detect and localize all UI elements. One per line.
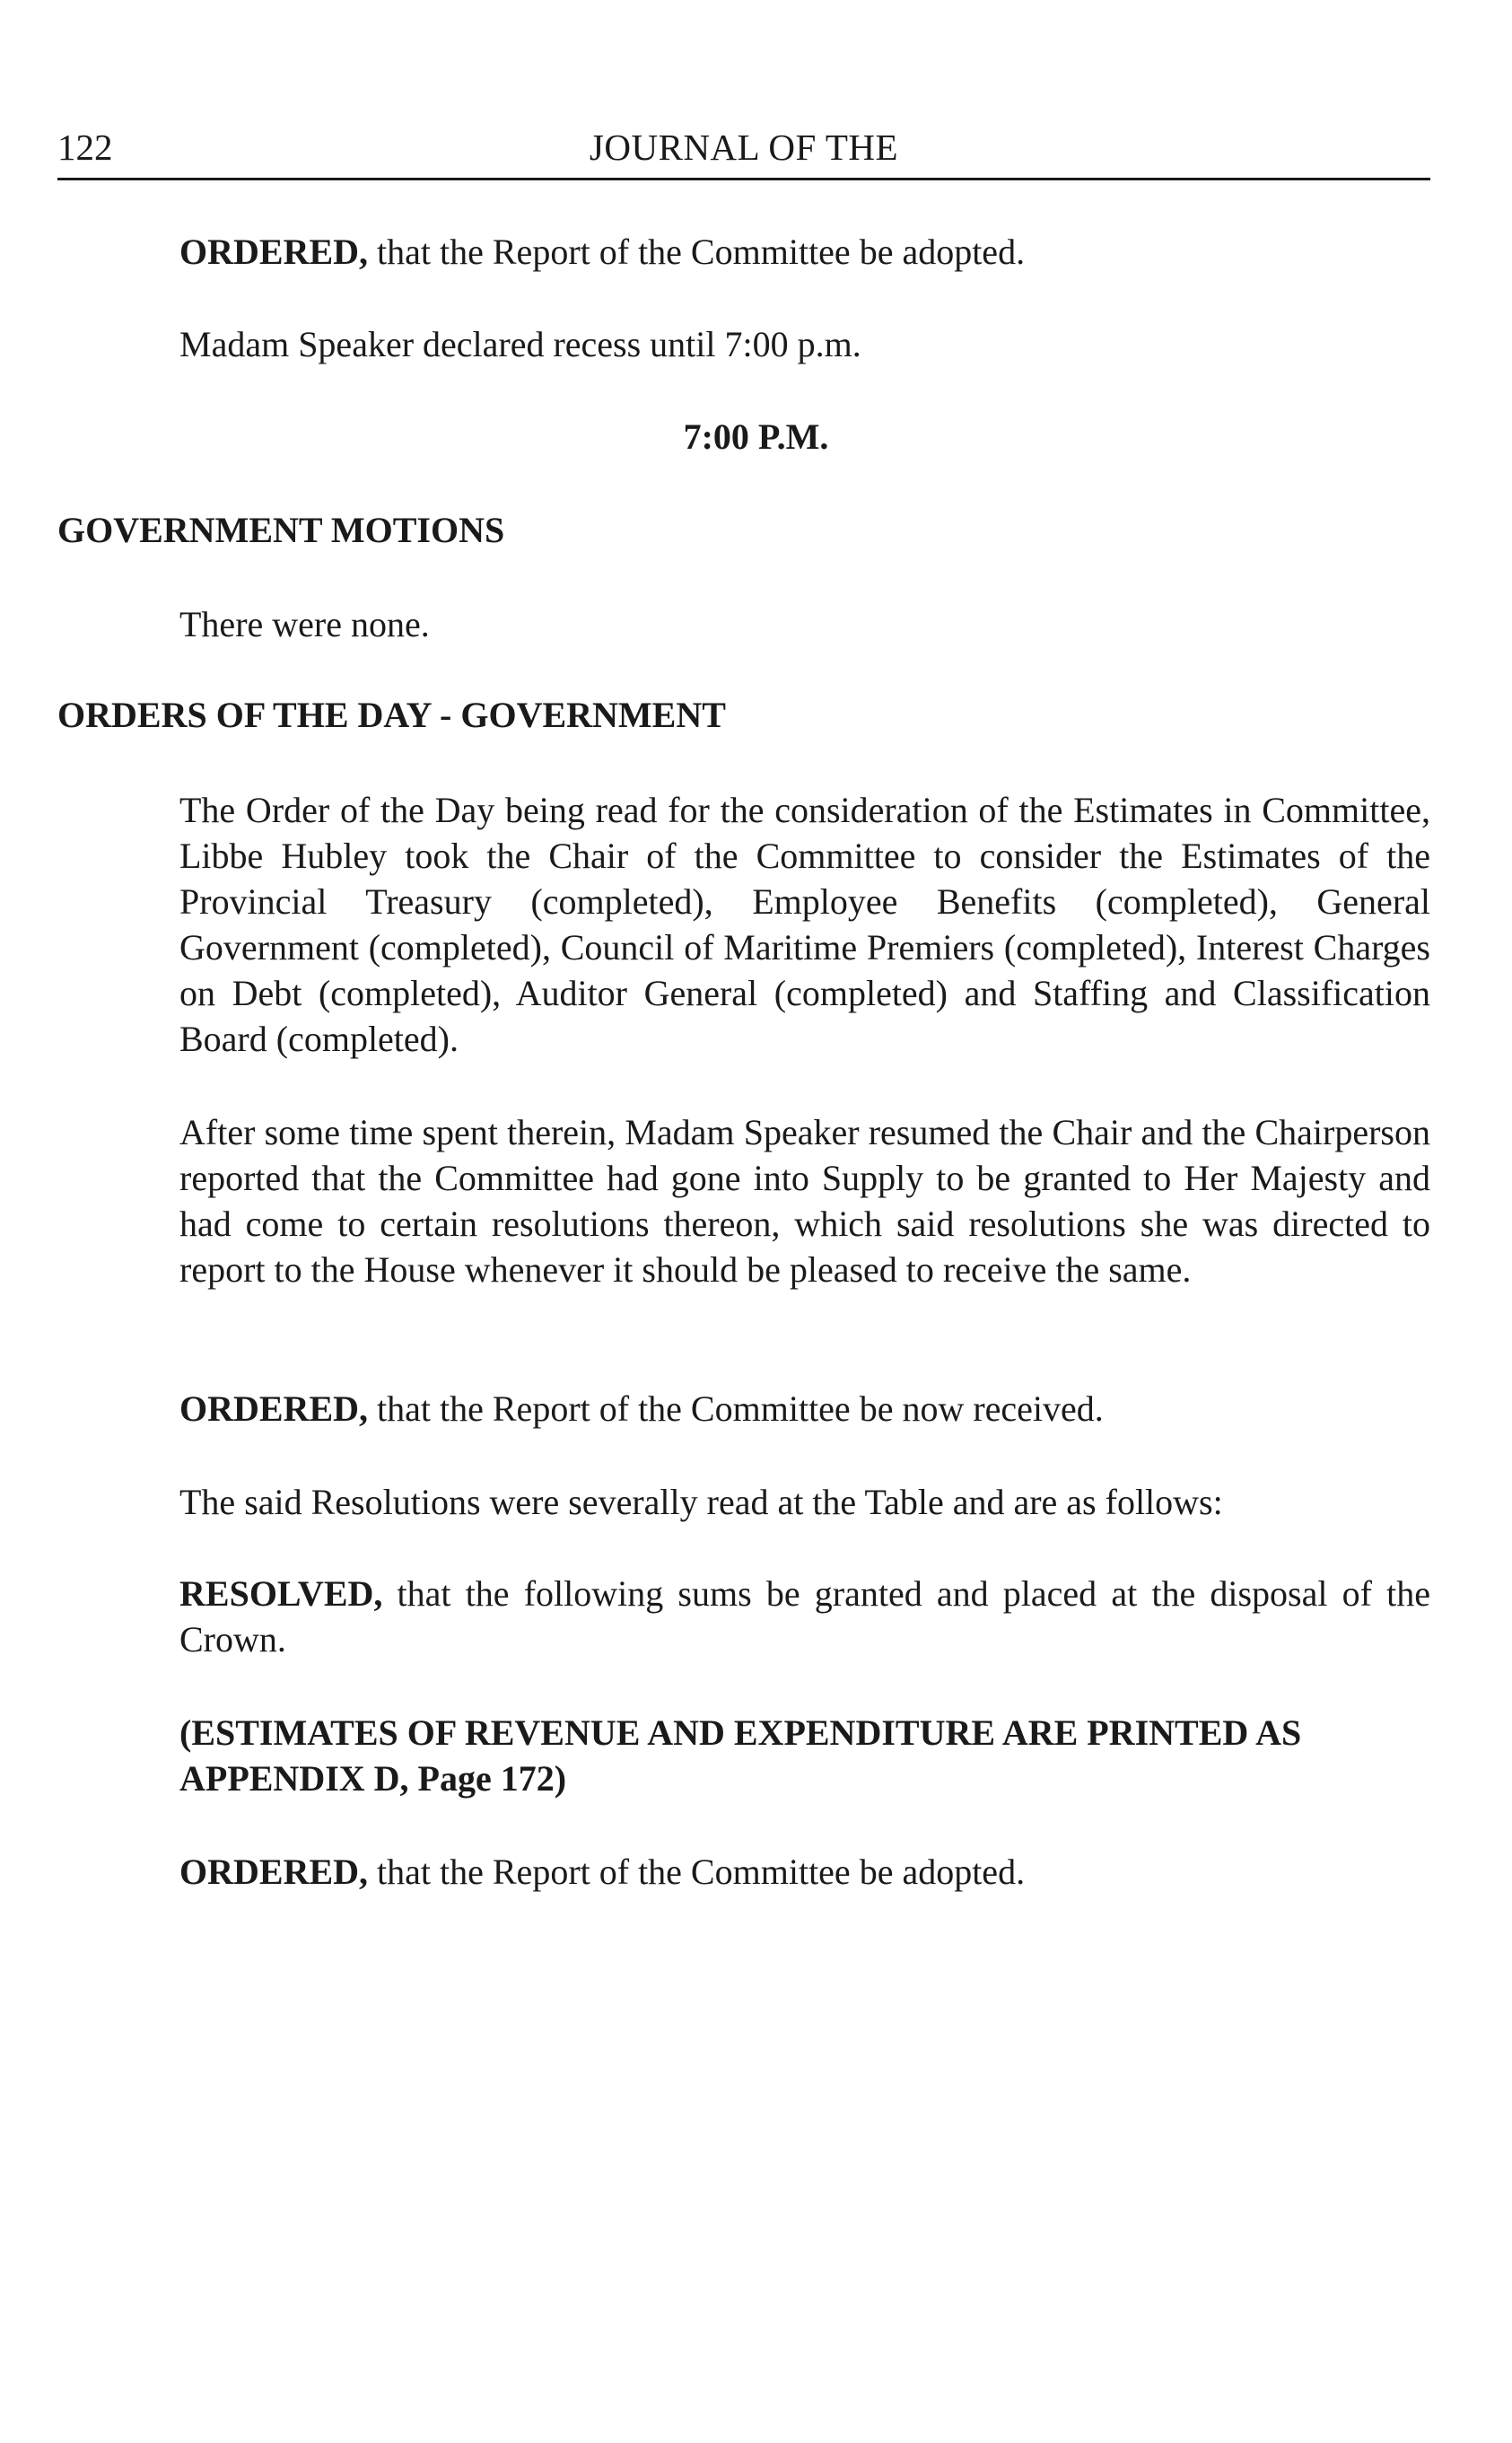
resolved-lead: RESOLVED, [179, 1573, 383, 1614]
ordered-received-paragraph [179, 1386, 1430, 1432]
ordered-text: that the Report of the Committee be adopted. [368, 1852, 1026, 1892]
ordered-text: that the Report of the Committee be now received. [368, 1388, 1104, 1429]
government-motions-heading: GOVERNMENT MOTIONS [57, 510, 505, 550]
time-heading: 7:00 P.M. [683, 416, 829, 457]
page-header [57, 126, 1430, 180]
ordered-lead: ORDERED, [179, 232, 369, 272]
ordered-adopted-final-paragraph [179, 1849, 1430, 1895]
resolutions-read-paragraph: The said Resolutions were severally read at the Table and are as follows: [179, 1482, 1223, 1522]
ordered-text: that the Report of the Committee be adopted. [368, 232, 1026, 272]
resolved-text: that the following sums be granted and placed at the disposal of the Crown. [179, 1573, 1430, 1659]
ordered-lead: ORDERED, [179, 1388, 369, 1429]
supply-paragraph: After some time spent therein, Madam Speaker resumed the Chair and the Chairperson reported that the Committee had gone into Supply to be granted to Her Majesty and had come to certain resolutions thereon, which said resolutions she was directed to report to the House whenever it should be pleased to receive the same. [179, 1112, 1430, 1290]
ordered-lead: ORDERED, [179, 1852, 369, 1892]
appendix-note: (ESTIMATES OF REVENUE AND EXPENDITURE ARE PRINTED AS APPENDIX D, Page 172) [179, 1712, 1302, 1799]
orders-of-the-day-heading: ORDERS OF THE DAY - GOVERNMENT [57, 695, 726, 735]
estimates-paragraph: The Order of the Day being read for the consideration of the Estimates in Committee, Libbe Hubley took the Chair of the Committee to consider the Estimates of the Provincial Treasury (completed), Employee Benefits (completed), General Government (completed), Council of Maritime Premiers (completed), Interest Charges on Debt (completed), Auditor General (completed) and Staffing and Classification Board (completed). [179, 790, 1430, 1059]
resolved-paragraph [179, 1571, 1430, 1662]
recess-paragraph: Madam Speaker declared recess until 7:00 p.m. [179, 324, 861, 364]
none-paragraph: There were none. [179, 604, 430, 644]
header-rule [57, 178, 1430, 180]
ordered-adopted-paragraph [179, 229, 1430, 275]
running-head: JOURNAL OF THE [589, 127, 899, 168]
page-number: 122 [57, 127, 113, 168]
